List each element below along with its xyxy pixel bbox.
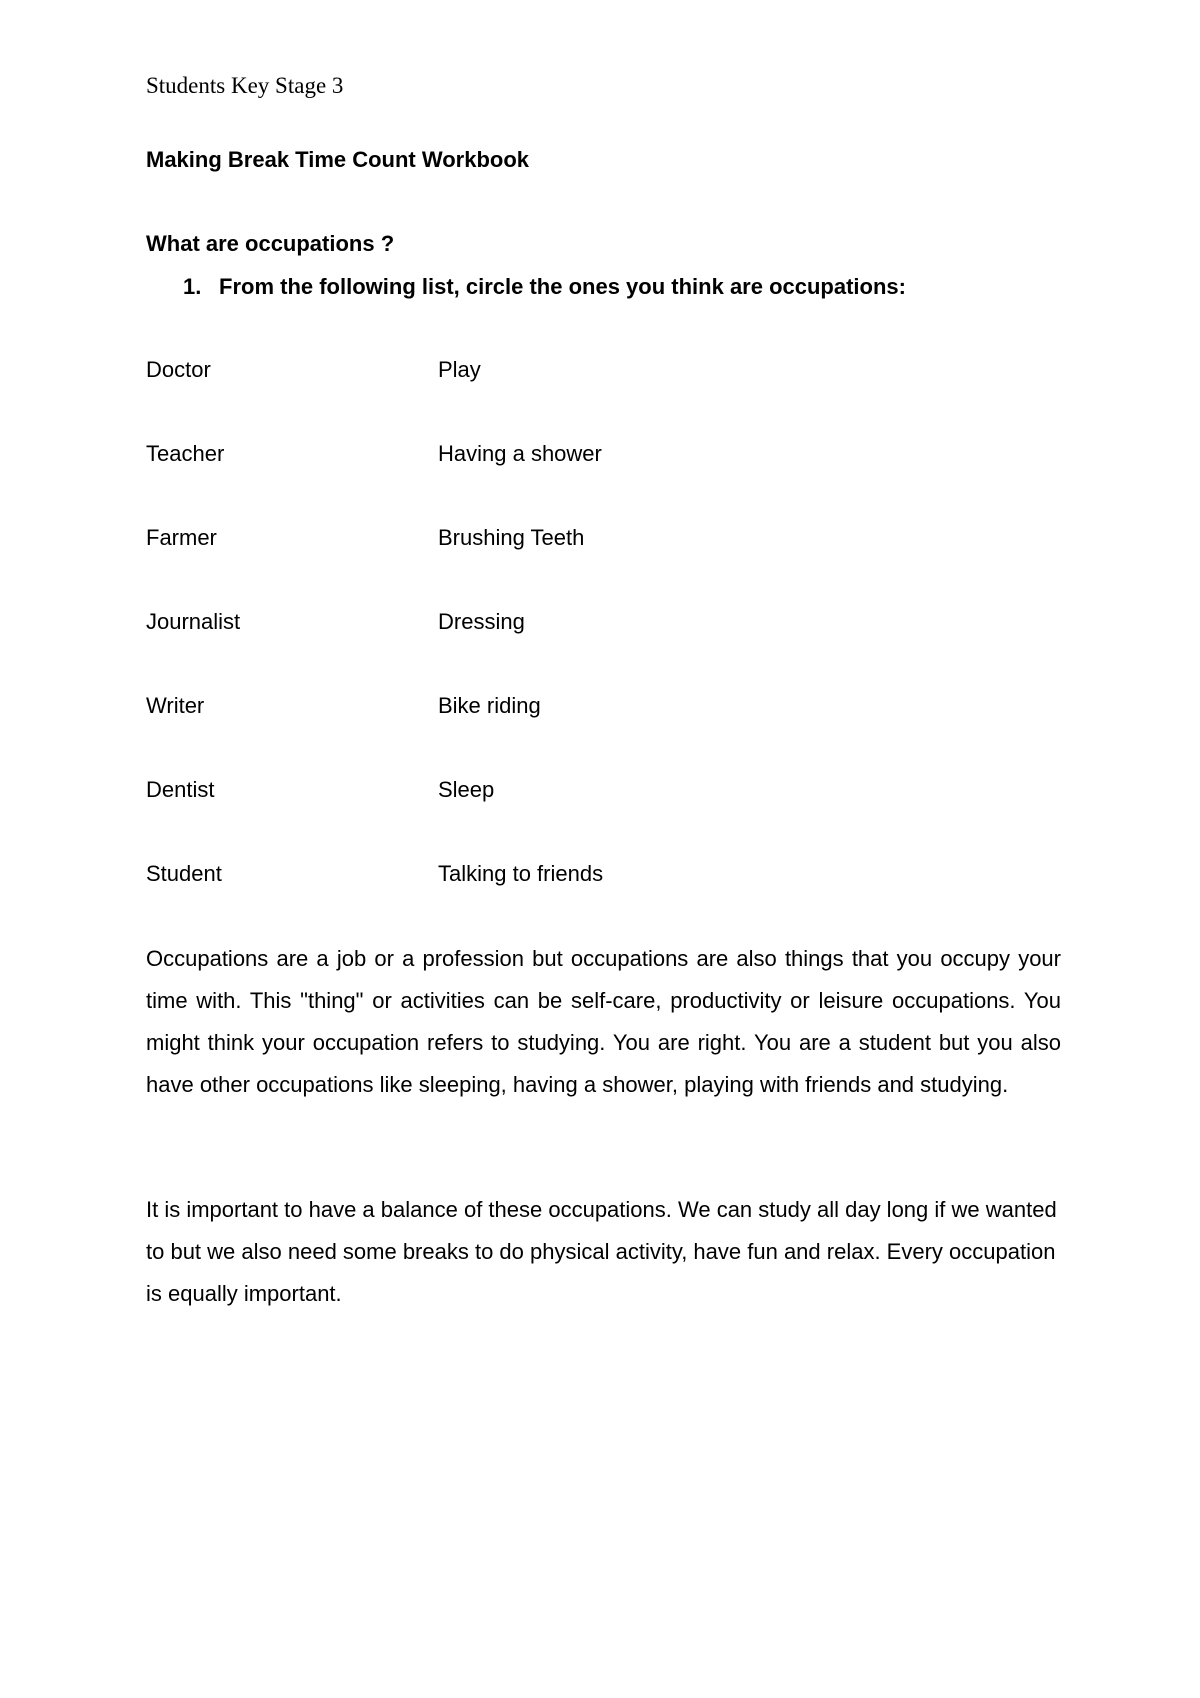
- occupation-list: [146, 356, 1046, 944]
- list-item-left: Student: [146, 861, 222, 886]
- list-row: [146, 776, 1046, 860]
- list-item-right: Play: [438, 357, 481, 382]
- list-item-right: Talking to friends: [438, 861, 604, 886]
- page-header: Students Key Stage 3: [146, 73, 344, 98]
- list-item-right: Dressing: [438, 609, 525, 634]
- list-item-left: Doctor: [146, 357, 211, 382]
- list-item-left: Dentist: [146, 777, 215, 802]
- body-paragraph-2: It is important to have a balance of these occupations. We can study all day long if we wanted to but we also need some breaks to do physical activity, have fun and relax. Every occupation is equally important.: [146, 1197, 1057, 1306]
- list-item-right: Brushing Teeth: [438, 525, 585, 550]
- list-item-left: Teacher: [146, 441, 225, 466]
- list-row: [146, 692, 1046, 776]
- list-item-left: Writer: [146, 693, 205, 718]
- question-1: [183, 273, 906, 301]
- section-title: What are occupations ?: [146, 231, 395, 256]
- list-row: [146, 608, 1046, 692]
- list-item-right: Bike riding: [438, 693, 541, 718]
- list-item-left: Journalist: [146, 609, 241, 634]
- body-paragraph-1: Occupations are a job or a profession but occupations are also things that you occupy your time with. This "thing" or activities can be self-care, productivity or leisure occupations. You might think your occupation refers to studying. You are right. You are a student but you also have other occupations like sleeping, having a shower, playing with friends and studying.: [146, 946, 1061, 1097]
- list-item-right: Having a shower: [438, 441, 602, 466]
- question-number: 1.: [183, 274, 202, 299]
- question-text: From the following list, circle the ones you think are occupations:: [219, 274, 906, 299]
- list-row: [146, 860, 1046, 944]
- list-row: [146, 524, 1046, 608]
- list-row: [146, 440, 1046, 524]
- list-item-left: Farmer: [146, 525, 217, 550]
- document-title: Making Break Time Count Workbook: [146, 147, 530, 172]
- list-row: [146, 356, 1046, 440]
- list-item-right: Sleep: [438, 777, 495, 802]
